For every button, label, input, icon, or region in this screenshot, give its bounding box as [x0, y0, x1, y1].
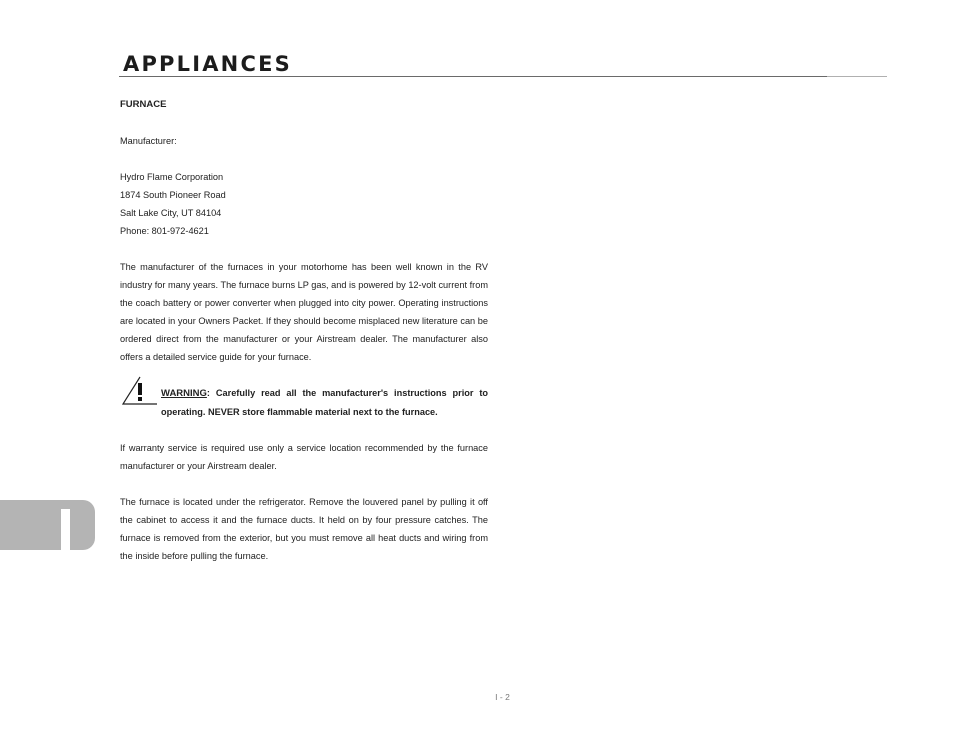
manufacturer-street: 1874 South Pioneer Road [120, 190, 226, 200]
manufacturer-label: Manufacturer: [120, 136, 177, 146]
manufacturer-address [120, 168, 488, 240]
location-paragraph: The furnace is located under the refrigerator. Remove the louvered panel by pulling it off the cabinet to access it and the furnace ducts. It held on by four pressure catches. The furnace is removed from the exterior, but you must remove all heat ducts and wiring from the inside before pulling the furnace. [120, 497, 488, 561]
warning-label: WARNING [161, 388, 207, 399]
section-tab-marker [0, 500, 95, 550]
manufacturer-city: Salt Lake City, UT 84104 [120, 208, 222, 218]
page-title: APPLIANCES [123, 52, 292, 76]
manufacturer-name: Hydro Flame Corporation [120, 172, 224, 182]
warning-text: : Carefully read all the manufacturer's instructions prior to operating. NEVER store flammable material next to the furnace. [161, 388, 488, 417]
header-rule [119, 76, 827, 77]
page-number: I - 2 [495, 692, 510, 702]
page-content [120, 96, 488, 583]
warning-notice [120, 384, 488, 421]
manufacturer-phone: Phone: 801-972-4621 [120, 226, 209, 236]
intro-paragraph: The manufacturer of the furnaces in your motorhome has been well known in the RV industry for many years. The furnace burns LP gas, and is powered by 12-volt current from the coach battery or power converter when plugged into city power. Operating instructions are located in your Owners Packet. If they should become misplaced new literature can be ordered direct from the manufacturer or your Airstream dealer. The manufacturer also offers a detailed service guide for your furnace. [120, 262, 488, 362]
section-title: FURNACE [120, 99, 167, 110]
warning-triangle-icon [122, 375, 158, 405]
warranty-paragraph: If warranty service is required use only a service location recommended by the furnace manufacturer or your Airstream dealer. [120, 443, 488, 471]
header-rule-end [827, 76, 887, 77]
section-tab-letter-i [61, 509, 70, 550]
